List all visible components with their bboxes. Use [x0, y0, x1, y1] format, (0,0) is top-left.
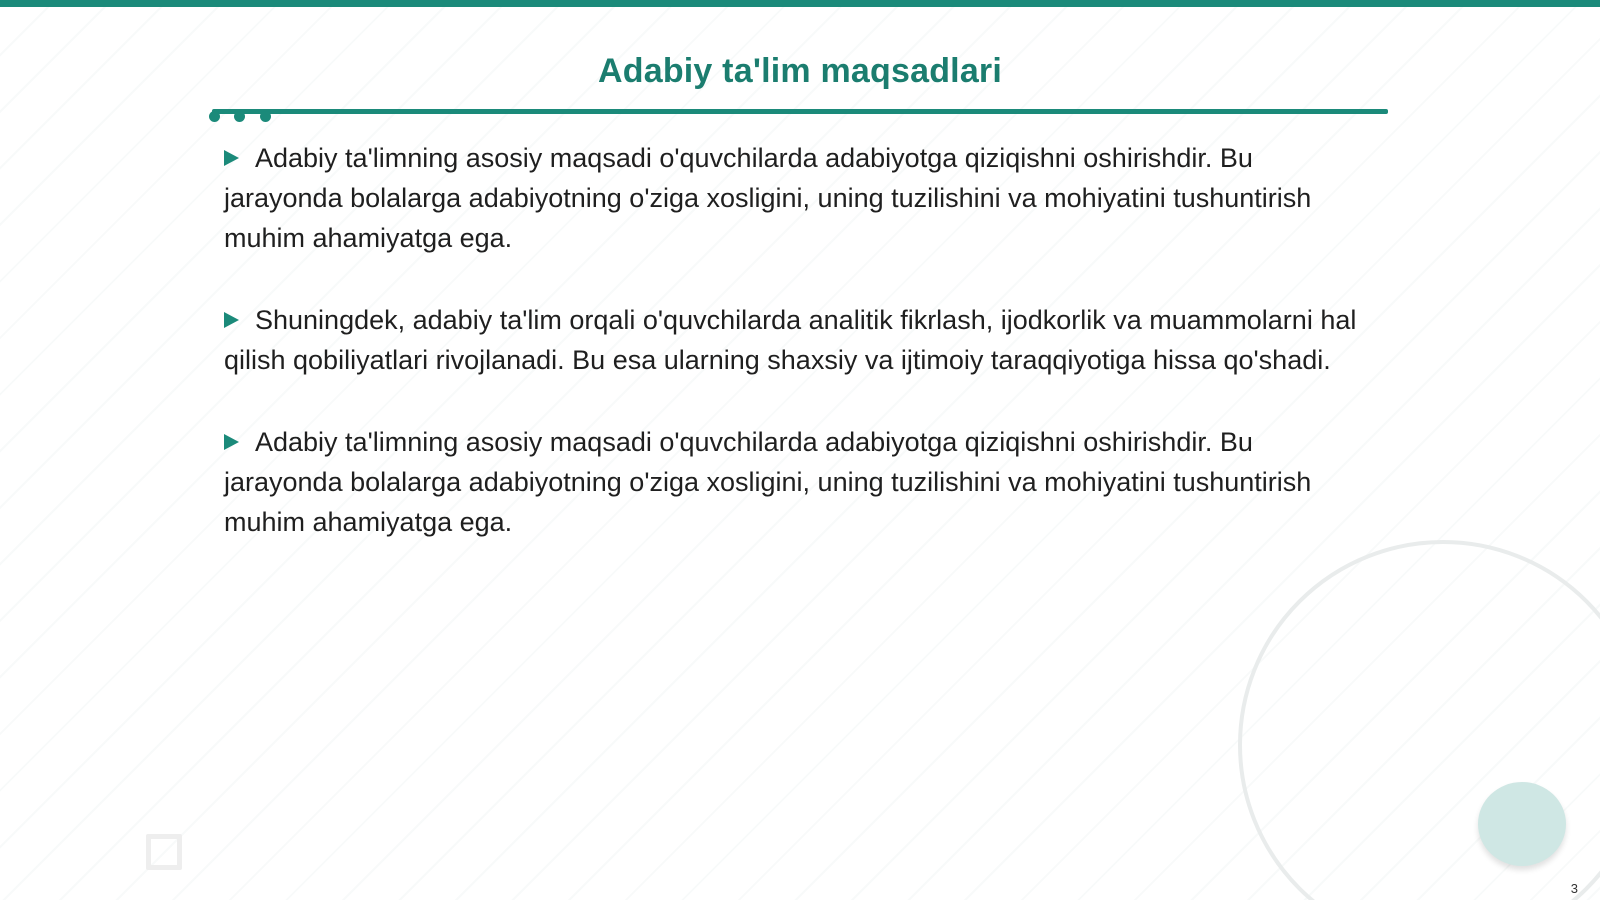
- slide-title: Adabiy ta'lim maqsadlari: [597, 52, 1003, 90]
- bullet-paragraph-text: Adabiy ta'limning asosiy maqsadi o'quvchilarda adabiyotga qiziqishni oshirishdir. Bu jarayonda bolalarga adabiyotning o'ziga xosligini, uning tuzilishini va mohiyatini tushuntirish muhim ahamiyatga ega.: [224, 143, 1312, 253]
- title-underline: [212, 109, 1388, 114]
- underline-dot: [260, 111, 271, 122]
- bullet-list: [224, 138, 1364, 584]
- bullet-paragraph: [224, 422, 1364, 542]
- triangle-bullet-icon: [224, 312, 239, 328]
- top-accent-bar: [0, 0, 1600, 7]
- decorative-square: [146, 834, 182, 870]
- underline-dot: [209, 111, 220, 122]
- bullet-paragraph: [224, 138, 1364, 258]
- triangle-bullet-icon: [224, 434, 239, 450]
- bullet-paragraph-text: Adabiy ta'limning asosiy maqsadi o'quvchilarda adabiyotga qiziqishni oshirishdir. Bu jarayonda bolalarga adabiyotning o'ziga xosligini, uning tuzilishini va mohiyatini tushuntirish muhim ahamiyatga ega.: [224, 427, 1312, 537]
- page-number: 3: [1570, 881, 1578, 896]
- triangle-bullet-icon: [224, 150, 239, 166]
- decorative-circle: [1478, 782, 1566, 866]
- underline-dot: [234, 111, 245, 122]
- bullet-paragraph-text: Shuningdek, adabiy ta'lim orqali o'quvchilarda analitik fikrlash, ijodkorlik va muammolarni hal qilish qobiliyatlari rivojlanadi. Bu esa ularning shaxsiy va ijtimoiy taraqqiyotiga hissa qo'shadi.: [224, 305, 1357, 375]
- bullet-paragraph: [224, 300, 1364, 380]
